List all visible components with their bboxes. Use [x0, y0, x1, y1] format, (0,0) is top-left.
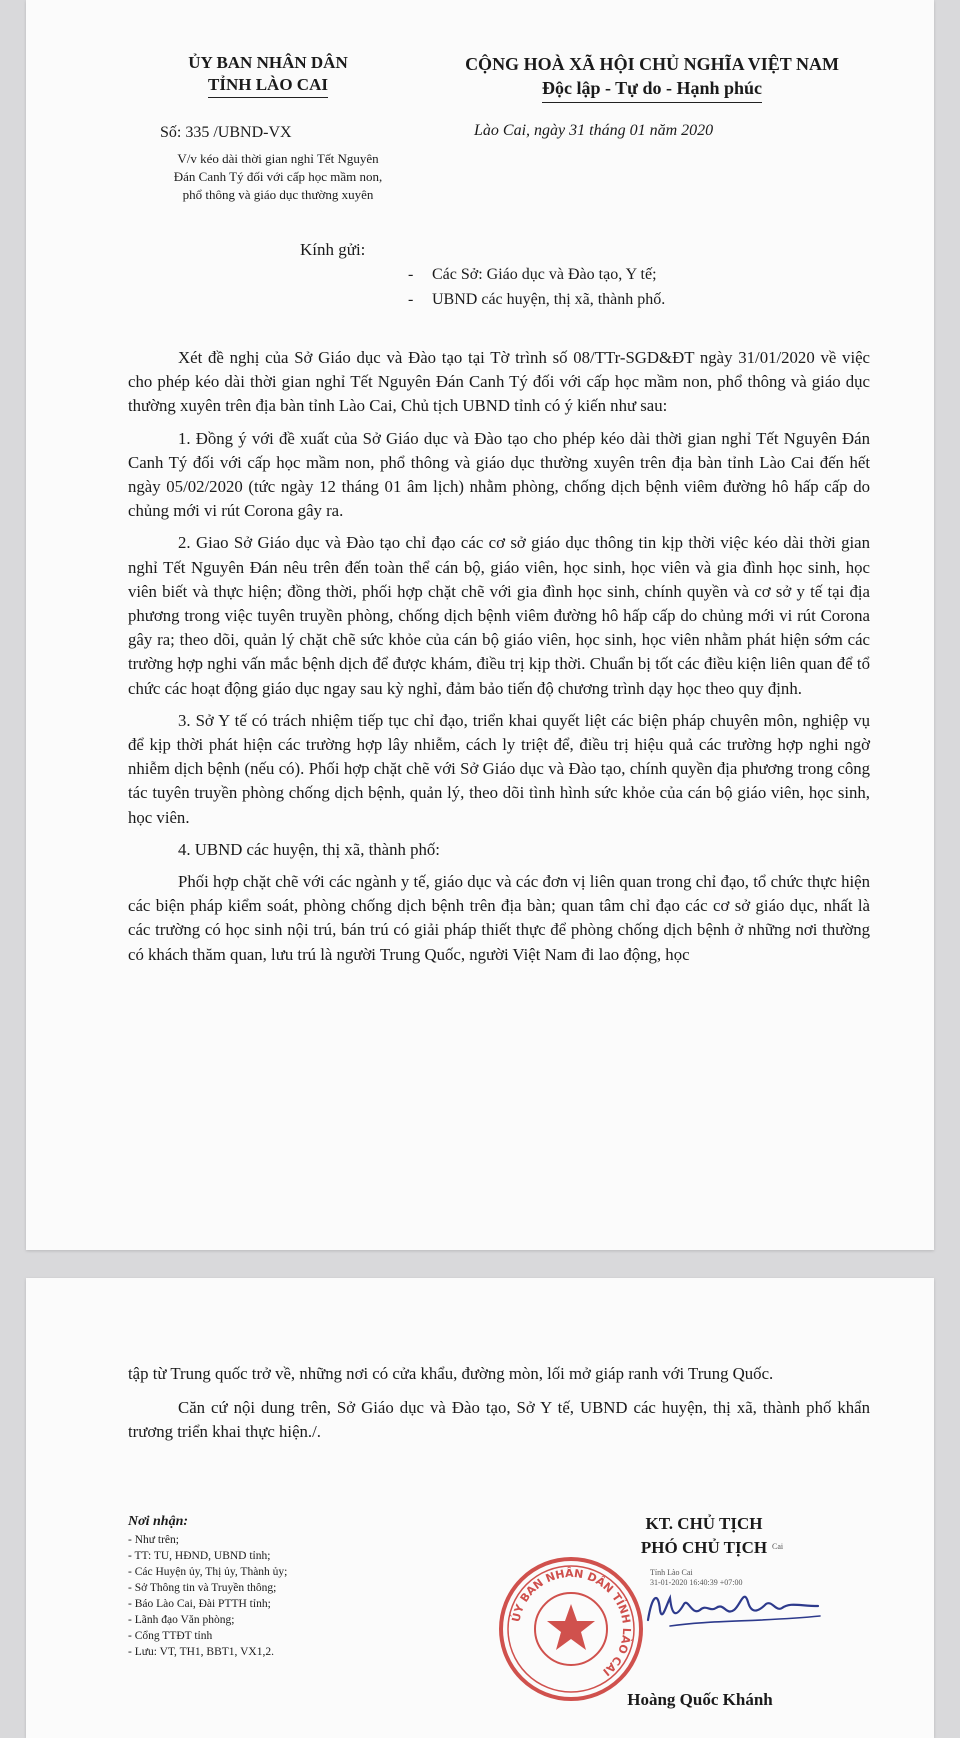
agency-header	[118, 52, 418, 98]
recipients-list-title: Nơi nhận:	[128, 1514, 189, 1529]
signer-block	[604, 1512, 804, 1560]
recipients-list	[128, 1514, 287, 1660]
greeting: Kính gửi:	[300, 240, 366, 259]
national-header	[432, 52, 872, 103]
document-subject	[128, 150, 428, 204]
recipients-list-item: - Lãnh đạo Văn phòng;	[128, 1614, 235, 1626]
body-paragraph: Căn cứ nội dung trên, Sở Giáo dục và Đào tạo, Sở Y tế, UBND các huyện, thị xã, thành phố khẩn trương triển khai thực hiện./.	[128, 1398, 870, 1442]
recipients-list-item: - Các Huyện ủy, Thị ủy, Thành ủy;	[128, 1566, 288, 1578]
recipients-list-item: - Cổng TTĐT tỉnh	[128, 1630, 213, 1642]
recipient-text: UBND các huyện, thị xã, thành phố.	[432, 291, 666, 308]
document-page-2	[26, 1278, 934, 1738]
signer-name: Hoàng Quốc Khánh	[627, 1690, 773, 1709]
body-paragraph: 1. Đồng ý với đề xuất của Sở Giáo dục và Đào tạo cho phép kéo dài thời gian nghỉ Tết Nguyên Đán Canh Tý đối với cấp học mầm non, phổ thông và giáo dục thường xuyên trên địa bàn tỉnh Lào Cai đến hết ngày 05/02/2020 (tức ngày 12 tháng 01 âm lịch) nhằm phòng, chống dịch bệnh viêm đường hô hấp cấp do chủng mới vi rút Corona gây ra.	[128, 428, 870, 521]
subject-line: V/v kéo dài thời gian nghỉ Tết Nguyên	[177, 151, 379, 166]
official-seal	[496, 1554, 646, 1704]
esign-line: Tỉnh Lào Cai	[650, 1568, 693, 1577]
body-paragraph: Xét đề nghị của Sở Giáo dục và Đào tạo tại Tờ trình số 08/TTr-SGD&ĐT ngày 31/01/2020 về việc cho phép kéo dài thời gian nghỉ Tết Nguyên Đán Canh Tý đối với cấp học mầm non, phổ thông và giáo dục thường xuyên trên địa bàn tỉnh Lào Cai, Chủ tịch UBND tỉnh có ý kiến như sau:	[128, 348, 870, 416]
recipients-list-item: - Báo Lào Cai, Đài PTTH tỉnh;	[128, 1598, 271, 1610]
document-body	[128, 346, 870, 975]
esign-suffix: Cai	[772, 1542, 784, 1551]
recipients-list-item: - TT: TU, HĐND, UBND tỉnh;	[128, 1550, 271, 1562]
document-body-continued	[128, 1362, 870, 1455]
document-number: Số: 335 /UBND-VX	[160, 124, 292, 141]
handwritten-signature	[640, 1576, 830, 1636]
recipient-item: - Các Sở: Giáo dục và Đào tạo, Y tế;	[408, 266, 657, 283]
national-motto: Độc lập - Tự do - Hạnh phúc	[542, 76, 762, 103]
body-paragraph: tập từ Trung quốc trở về, những nơi có cửa khẩu, đường mòn, lối mở giáp ranh với Trung Quốc.	[128, 1364, 774, 1383]
recipient-text: Các Sở: Giáo dục và Đào tạo, Y tế;	[432, 266, 657, 283]
national-title: CỘNG HOÀ XÃ HỘI CHỦ NGHĨA VIỆT NAM	[465, 54, 839, 74]
recipient-item: - UBND các huyện, thị xã, thành phố.	[408, 291, 666, 308]
body-paragraph: 2. Giao Sở Giáo dục và Đào tạo chỉ đạo các cơ sở giáo dục thông tin kịp thời việc kéo dài thời gian nghỉ Tết Nguyên Đán nêu trên đến toàn thể cán bộ, giáo viên, học sinh, học viên và gia đình học sinh, học viên biết và thực hiện; đồng thời, phối hợp chặt chẽ với gia đình học sinh, chính quyền và cơ sở y tế tại địa phương trong việc tuyên truyền phòng, chống dịch bệnh viêm đường hô hấp cấp do chủng mới vi rút Corona gây ra; theo dõi, quản lý chặt chẽ sức khỏe của cán bộ giáo viên, học sinh, học viên nhằm phát hiện sớm các trường hợp nghi vấn mắc bệnh dịch để được khám, điều trị kịp thời. Chuẩn bị tốt các điều kiện liên quan để tổ chức các hoạt động giáo dục ngay sau kỳ nghỉ, đảm bảo tiến độ chương trình dạy học theo quy định.	[128, 533, 870, 698]
recipients-list-item: - Lưu: VT, TH1, BBT1, VX1,2.	[128, 1646, 274, 1658]
agency-name-line2: TỈNH LÀO CAI	[208, 74, 328, 98]
seal-text: ỦY BAN NHÂN DÂN TỈNH LÀO CAI	[509, 1566, 634, 1679]
esign-line: 31-01-2020 16:40:39 +07:00	[650, 1578, 743, 1587]
body-paragraph: 4. UBND các huyện, thị xã, thành phố:	[178, 839, 440, 859]
recipients-list-item: - Như trên;	[128, 1534, 179, 1546]
recipients-list-item: - Sở Thông tin và Truyền thông;	[128, 1582, 277, 1594]
signer-title-line1: KT. CHỦ TỊCH	[645, 1514, 763, 1533]
subject-line: Đán Canh Tý đối với cấp học mầm non,	[173, 169, 383, 184]
agency-name-line1: ỦY BAN NHÂN DÂN	[188, 53, 348, 72]
signer-title-line2: PHÓ CHỦ TỊCH	[640, 1538, 768, 1557]
document-date: Lào Cai, ngày 31 tháng 01 năm 2020	[474, 122, 714, 139]
body-paragraph: Phối hợp chặt chẽ với các ngành y tế, giáo dục và các đơn vị liên quan trong chỉ đạo, tổ chức thực hiện các biện pháp kiểm soát, phòng chống dịch bệnh trên địa bàn; quan tâm chỉ đạo các cơ sở giáo dục, nhất là các trường có học sinh nội trú, bán trú có giải pháp thiết thực để phòng chống dịch bệnh ở những nơi thường có khách thăm quan, lưu trú là người Trung Quốc, người Việt Nam đi lao động, học	[128, 872, 870, 964]
subject-line: phổ thông và giáo dục thường xuyên	[182, 187, 374, 202]
body-paragraph: 3. Sở Y tế có trách nhiệm tiếp tục chỉ đạo, triển khai quyết liệt các biện pháp chuyên môn, nghiệp vụ để kịp thời phát hiện các trường hợp lây nhiễm, cách ly triệt để, điều trị hiệu quả các trường hợp nghi ngờ nhiễm dịch bệnh (nếu có). Phối hợp chặt chẽ với Sở Giáo dục và Đào tạo, chính quyền địa phương trong công tác tuyên truyền phòng chống dịch bệnh, quản lý, theo dõi tình hình sức khỏe của cán bộ giáo viên, học sinh, học viên.	[128, 710, 870, 827]
